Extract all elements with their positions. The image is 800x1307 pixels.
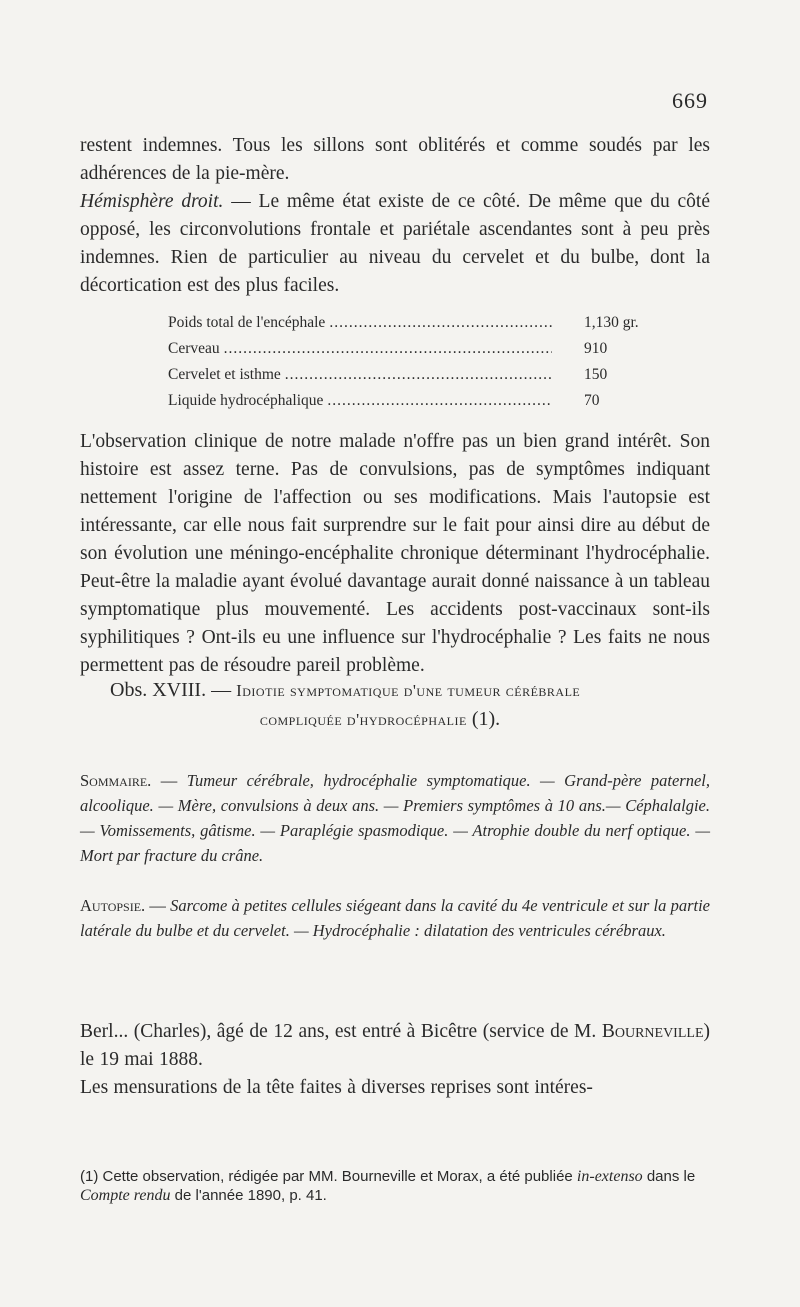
- dot-leader: [224, 336, 552, 362]
- footnote-reference: (1).: [466, 708, 501, 730]
- footnote-italic: in-extenso: [576, 1168, 643, 1185]
- observation-title-line1: Idiotie symptomatique d'une tumeur cérébrale: [236, 681, 581, 700]
- paragraph-case: [80, 1018, 710, 1102]
- footnote-text: (1) Cette observation, rédigée par MM. Bourneville et Morax, a été publiée: [80, 1168, 577, 1185]
- observation-heading: [110, 676, 710, 734]
- paragraph-text: restent indemnes. Tous les sillons sont oblitérés et comme soudés par les adhérences de la pie-mère.: [80, 135, 710, 184]
- footnote-text: dans le: [642, 1168, 696, 1185]
- autopsie-text: Sarcome à petites cellules siégeant dans la cavité du 4e ventricule et sur la partie latérale du bulbe et du cervelet. — Hydrocéphalie : dilatation des ventricules cérébraux.: [80, 896, 710, 940]
- observation-title-line2-wrap: [110, 705, 710, 734]
- footnote-italic: Compte rendu: [80, 1187, 171, 1204]
- sommaire-text: Tumeur cérébrale, hydrocéphalie symptomatique. — Grand-père paternel, alcoolique. — Mère, convulsions à deux ans. — Premiers symptômes à 10 ans.— Céphalalgie.— Vomissements, gâtisme. — Paraplégie spasmodique. — Atrophie double du nerf optique. — Mort par fracture du crâne.: [80, 771, 711, 865]
- row-value: 150: [584, 366, 608, 383]
- footnote-text: de l'année 1890, p. 41.: [170, 1187, 327, 1204]
- footnote: [80, 1167, 710, 1205]
- table-row: [168, 310, 648, 336]
- sommaire-block: Sommaire. — Tumeur cérébrale, hydrocéphalie symptomatique. — Grand-père paternel, alcoolique. — Mère, convulsions à deux ans. — Premiers symptômes à 10 ans.— Céphalalgie.— Vomissements, gâtisme. — Paraplégie spasmodique. — Atrophie double du nerf optique. — Mort par fracture du crâne.: [80, 771, 711, 865]
- row-label: Cervelet et isthme: [168, 366, 281, 383]
- italic-lead: Hémisphère droit.: [80, 191, 224, 212]
- autopsie-block: Autopsie. — Sarcome à petites cellules siégeant dans la cavité du 4e ventricule et sur la partie latérale du bulbe et du cervelet. — Hydrocéphalie : dilatation des ventricules cérébraux.: [80, 896, 710, 940]
- heading-dash: —: [206, 679, 237, 701]
- paragraph-text: ) le 19 mai 1888.: [80, 1021, 710, 1070]
- author-name: Bourneville: [601, 1021, 704, 1042]
- table-row: [168, 362, 648, 388]
- paragraph-text: — Le même état existe de ce côté. De même que du côté opposé, les circonvolutions frontale et pariétale ascendantes sont à peu près indemnes. Rien de particulier au niveau du cervelet et du bulbe, dont la décortication est des plus faciles.: [80, 191, 710, 296]
- observation-label: Obs. XVIII.: [110, 679, 207, 701]
- sommaire-lead: Sommaire.: [80, 771, 152, 790]
- table-row: [168, 388, 648, 414]
- row-label: Liquide hydrocéphalique: [168, 392, 324, 409]
- page-number: 669: [672, 88, 708, 113]
- row-label: Cerveau: [168, 340, 220, 357]
- row-value: 1,130 gr.: [584, 314, 639, 331]
- autopsie-lead: Autopsie.: [80, 896, 146, 915]
- paragraph-discussion: L'observation clinique de notre malade n'offre pas un bien grand intérêt. Son histoire est assez terne. Pas de convulsions, pas de symptômes indiquant nettement l'origine de l'affection ou ses modifications. Mais l'autopsie est intéressante, car elle nous fait surprendre sur le fait pour ainsi dire au début de son évolution une méningo-encéphalite chronique déterminant l'hydrocéphalie. Peut-être la maladie ayant évolué davantage aurait donné naissance à un tableau symptomatique plus mouvementé. Les accidents post-vaccinaux sont-ils syphilitiques ? Ont-ils eu une influence sur l'hydrocéphalie ? Les faits ne nous permettent pas de résoudre pareil problème.: [80, 431, 710, 676]
- paragraph-continuation: [80, 132, 710, 300]
- observation-title-line2: compliquée d'hydrocéphalie: [259, 710, 467, 729]
- row-value: 70: [584, 392, 600, 409]
- row-value: 910: [584, 340, 608, 357]
- paragraph-text: Les mensurations de la tête faites à diverses reprises sont intéres-: [80, 1077, 593, 1098]
- dot-leader: [329, 310, 552, 336]
- weights-table: [168, 310, 648, 414]
- row-label: Poids total de l'encéphale: [168, 314, 326, 331]
- paragraph-text: Berl... (Charles), âgé de 12 ans, est entré à Bicêtre (service de M.: [80, 1021, 602, 1042]
- dot-leader: [285, 362, 552, 388]
- table-row: [168, 336, 648, 362]
- dot-leader: [327, 388, 552, 414]
